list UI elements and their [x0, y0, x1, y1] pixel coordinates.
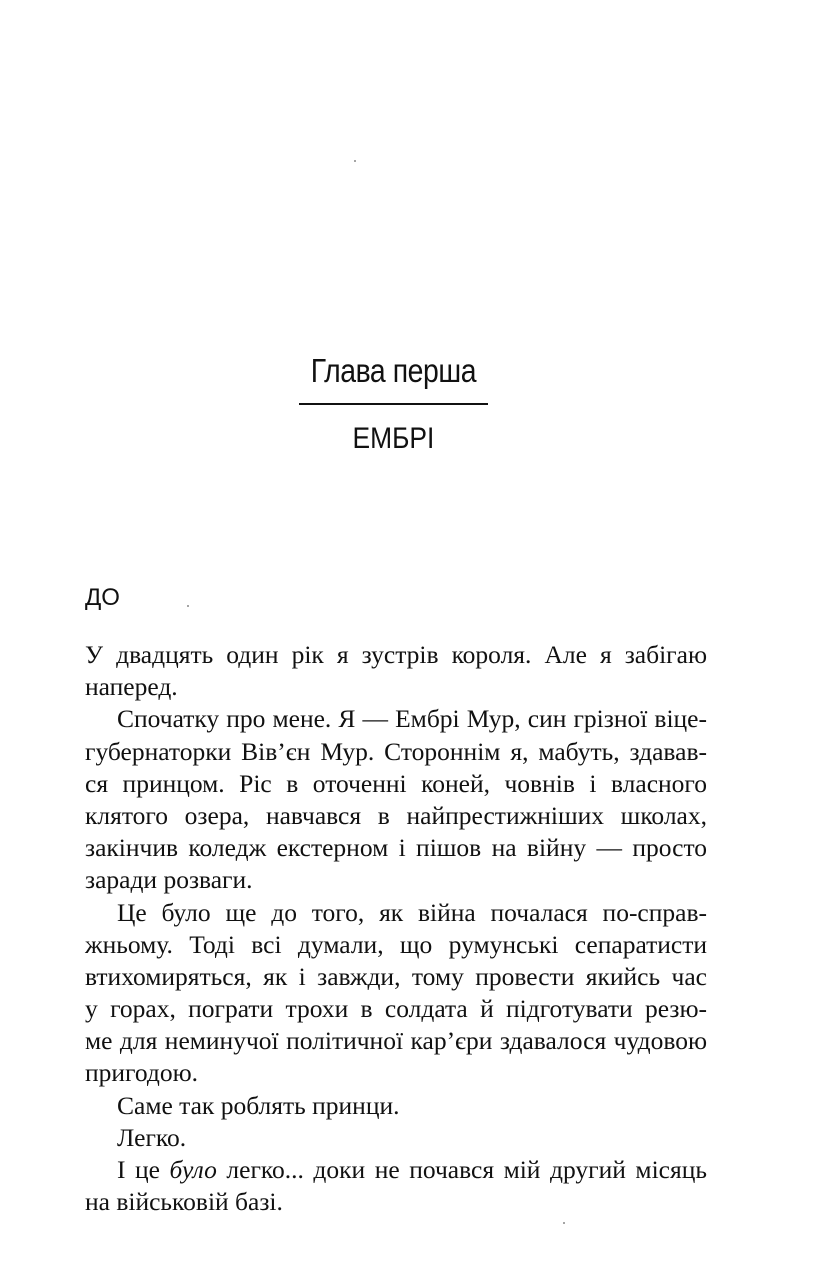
paper-speck: [563, 1222, 565, 1224]
title-divider: [299, 403, 488, 405]
text-line: закінчив коледж екстерном і пішов на війну — просто: [85, 833, 707, 863]
body-text: [85, 639, 707, 1218]
text-line: У двадцять один рік я зустрів короля. Але я забігаю: [85, 640, 707, 669]
text-line: губернаторки Вів’єн Мур. Стороннім я, мабуть, здавав-: [85, 736, 707, 766]
text-line: жньому. Тоді всі думали, що румунські сепаратисти: [85, 929, 707, 959]
text-run: легко... доки не почався мій другий місяць: [216, 1155, 707, 1184]
text-line: [85, 1186, 707, 1218]
text-run: І це: [117, 1155, 170, 1184]
paper-speck: [354, 160, 356, 162]
paper-speck: [187, 605, 189, 607]
text-line: ме для неминучої політичної кар’єри здавалося чудовою: [85, 1026, 707, 1056]
text-line: ся принцом. Ріс в оточенні коней, човнів і власного: [85, 768, 707, 798]
text-line: Легко.: [117, 1122, 187, 1152]
section-label: ДО: [85, 584, 120, 611]
text-line: Це було ще до того, як війна почалася по-справ-: [117, 897, 707, 927]
text-line: Саме так роблять принци.: [117, 1090, 400, 1120]
chapter-subtitle: ЕМБРІ: [352, 422, 435, 455]
text-line: пригодою.: [85, 1058, 199, 1088]
text-line: Спочатку про мене. Я — Ембрі Мур, син грізної віце-: [117, 704, 707, 734]
text-line: втихомиряться, як і завжди, тому провести якийсь час: [85, 961, 707, 991]
text-line: заради розваги.: [85, 865, 253, 895]
text-line: у горах, пограти трохи в солдата й підготувати резю-: [85, 994, 707, 1024]
text-line: клятого озера, навчався в найпрестижніших школах,: [85, 800, 707, 830]
emphasis-text: було: [169, 1155, 217, 1184]
chapter-title: Глава перша: [310, 352, 477, 389]
text-line: наперед.: [85, 672, 178, 702]
text-run: на військовій базі.: [85, 1187, 283, 1217]
text-line: [85, 1154, 707, 1186]
